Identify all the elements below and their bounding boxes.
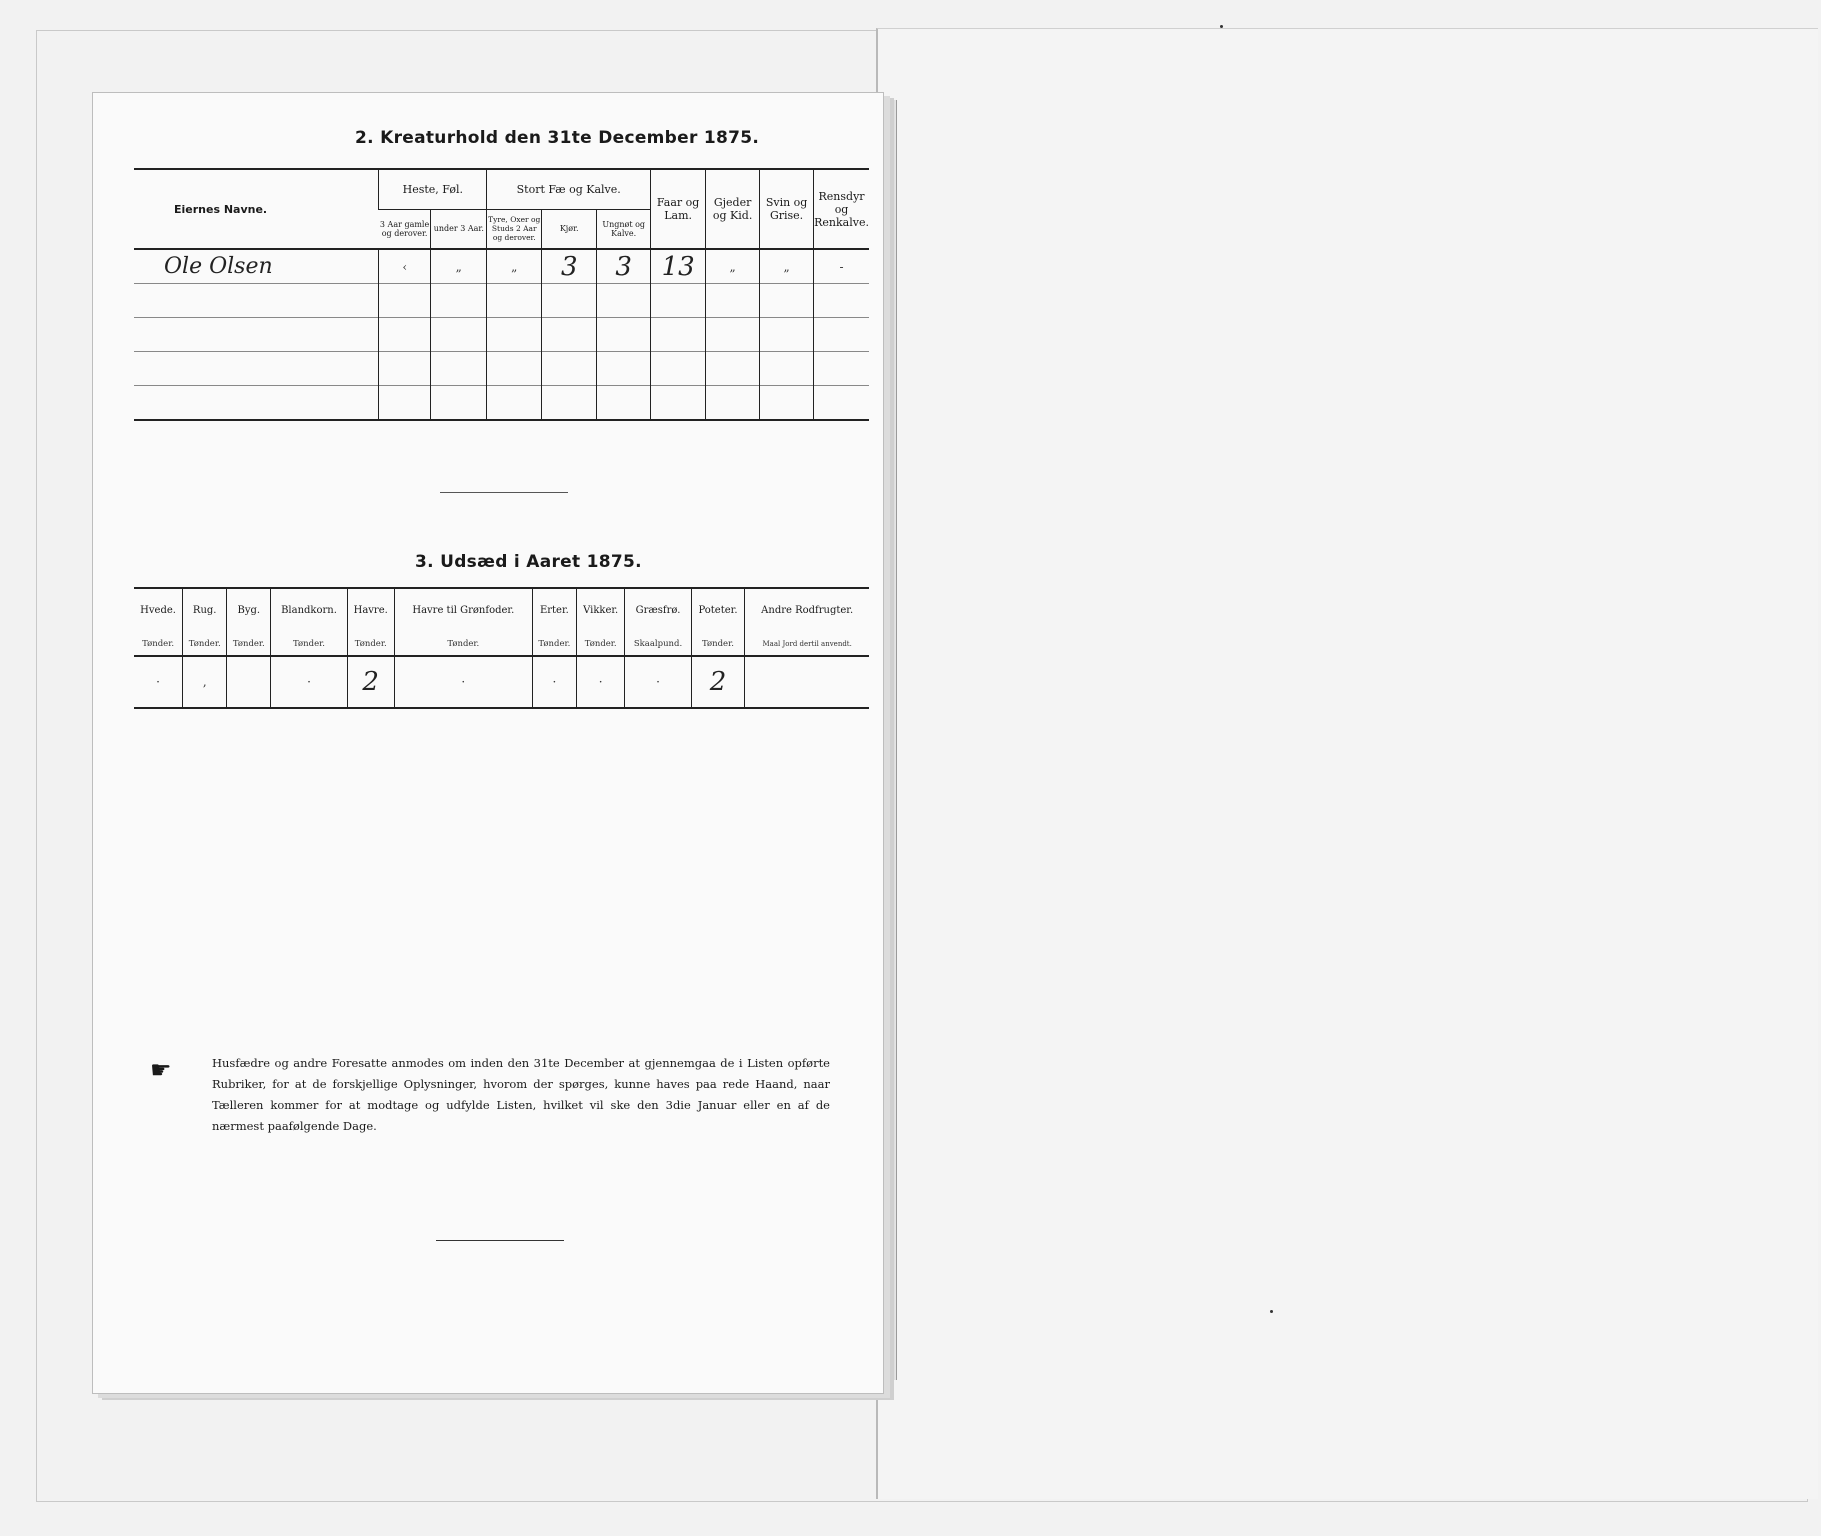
col-blandkorn: Blandkorn. — [271, 588, 347, 632]
owner-name-header: Eiernes Navne. — [134, 169, 379, 249]
cell-tyre: „ — [487, 249, 542, 284]
livestock-table — [134, 168, 869, 421]
unit-havre-gronfoder: Tønder. — [394, 632, 532, 656]
val-rug: ‚ — [183, 656, 227, 708]
cell-kjor: 3 — [542, 249, 597, 284]
table-row — [134, 386, 869, 421]
section2-title: 2. Kreaturhold den 31te December 1875. — [355, 128, 760, 148]
cell-heste-under: „ — [431, 249, 487, 284]
col-graesfro: Græsfrø. — [625, 588, 691, 632]
notice-text: Husfædre og andre Foresatte anmodes om inden den 31te December at gjennemgaa de i Listen opførte Rubriker, for at de forskjellige Oplysninger, hvorom der spørges, kunne haves paa rede Haand, naar Tælleren kommer for at modtage og udfylde Listen, hvilket vil ske den 3die Januar eller en af de nærmest paafølgende Dage. — [212, 1056, 830, 1133]
val-havre: 2 — [347, 656, 394, 708]
unit-andre-rodfrugter: Maal Jord dertil anvendt. — [745, 632, 869, 656]
unit-rug: Tønder. — [183, 632, 227, 656]
unit-hvede: Tønder. — [134, 632, 183, 656]
val-graesfro: · — [625, 656, 691, 708]
section3-title: 3. Udsæd i Aaret 1875. — [415, 552, 642, 572]
unit-havre: Tønder. — [347, 632, 394, 656]
unit-blandkorn: Tønder. — [271, 632, 347, 656]
cell-faar: 13 — [651, 249, 706, 284]
rensdyr-header: Rensdyr og Renkalve. — [814, 169, 869, 249]
cell-rensdyr: - — [814, 249, 869, 284]
blank-facing-page — [876, 28, 1818, 1499]
unit-byg: Tønder. — [227, 632, 271, 656]
val-havre-gronfoder: · — [394, 656, 532, 708]
table-row — [134, 318, 869, 352]
col-vikker: Vikker. — [576, 588, 624, 632]
heste-header: Heste, Føl. — [379, 169, 487, 209]
cell-heste-3aar: ‹ — [379, 249, 431, 284]
heste-under-header: under 3 Aar. — [431, 209, 487, 249]
table-row — [134, 284, 869, 318]
table-row — [134, 656, 869, 708]
unit-poteter: Tønder. — [691, 632, 745, 656]
col-hvede: Hvede. — [134, 588, 183, 632]
owner-name: Ole Olsen — [164, 254, 273, 279]
col-rug: Rug. — [183, 588, 227, 632]
val-erter: · — [532, 656, 576, 708]
col-andre-rodfrugter: Andre Rodfrugter. — [745, 588, 869, 632]
kjor-header: Kjør. — [542, 209, 597, 249]
pointing-hand-icon: ☛ — [150, 1056, 172, 1084]
val-blandkorn: · — [271, 656, 347, 708]
svin-header: Svin og Grise. — [760, 169, 814, 249]
sowing-table — [134, 587, 869, 709]
cell-gjeder: „ — [706, 249, 760, 284]
scan-speck — [1220, 25, 1223, 28]
gjeder-header: Gjeder og Kid. — [706, 169, 760, 249]
val-byg — [227, 656, 271, 708]
stort-fae-header: Stort Fæ og Kalve. — [487, 169, 651, 209]
unit-vikker: Tønder. — [576, 632, 624, 656]
cell-svin: „ — [760, 249, 814, 284]
bottom-divider — [436, 1240, 564, 1241]
val-andre-rodfrugter — [745, 656, 869, 708]
col-byg: Byg. — [227, 588, 271, 632]
heste-3aar-header: 3 Aar gamle og derover. — [379, 219, 430, 238]
col-havre-gronfoder: Havre til Grønfoder. — [394, 588, 532, 632]
table-row — [134, 249, 869, 284]
col-havre: Havre. — [347, 588, 394, 632]
col-erter: Erter. — [532, 588, 576, 632]
val-hvede: · — [156, 675, 160, 689]
unit-erter: Tønder. — [532, 632, 576, 656]
ungnot-header: Ungnøt og Kalve. — [597, 209, 651, 249]
table-row — [134, 352, 869, 386]
val-vikker: · — [576, 656, 624, 708]
col-poteter: Poteter. — [691, 588, 745, 632]
cell-ungnot: 3 — [597, 249, 651, 284]
unit-graesfro: Skaalpund. — [625, 632, 691, 656]
scan-speck — [1270, 1310, 1273, 1313]
tyre-header: Tyre, Oxer og Studs 2 Aar og derover. — [487, 209, 542, 249]
page-stack-edge — [882, 100, 897, 1380]
val-poteter: 2 — [691, 656, 745, 708]
section-divider — [440, 492, 568, 493]
faar-header: Faar og Lam. — [651, 169, 706, 249]
